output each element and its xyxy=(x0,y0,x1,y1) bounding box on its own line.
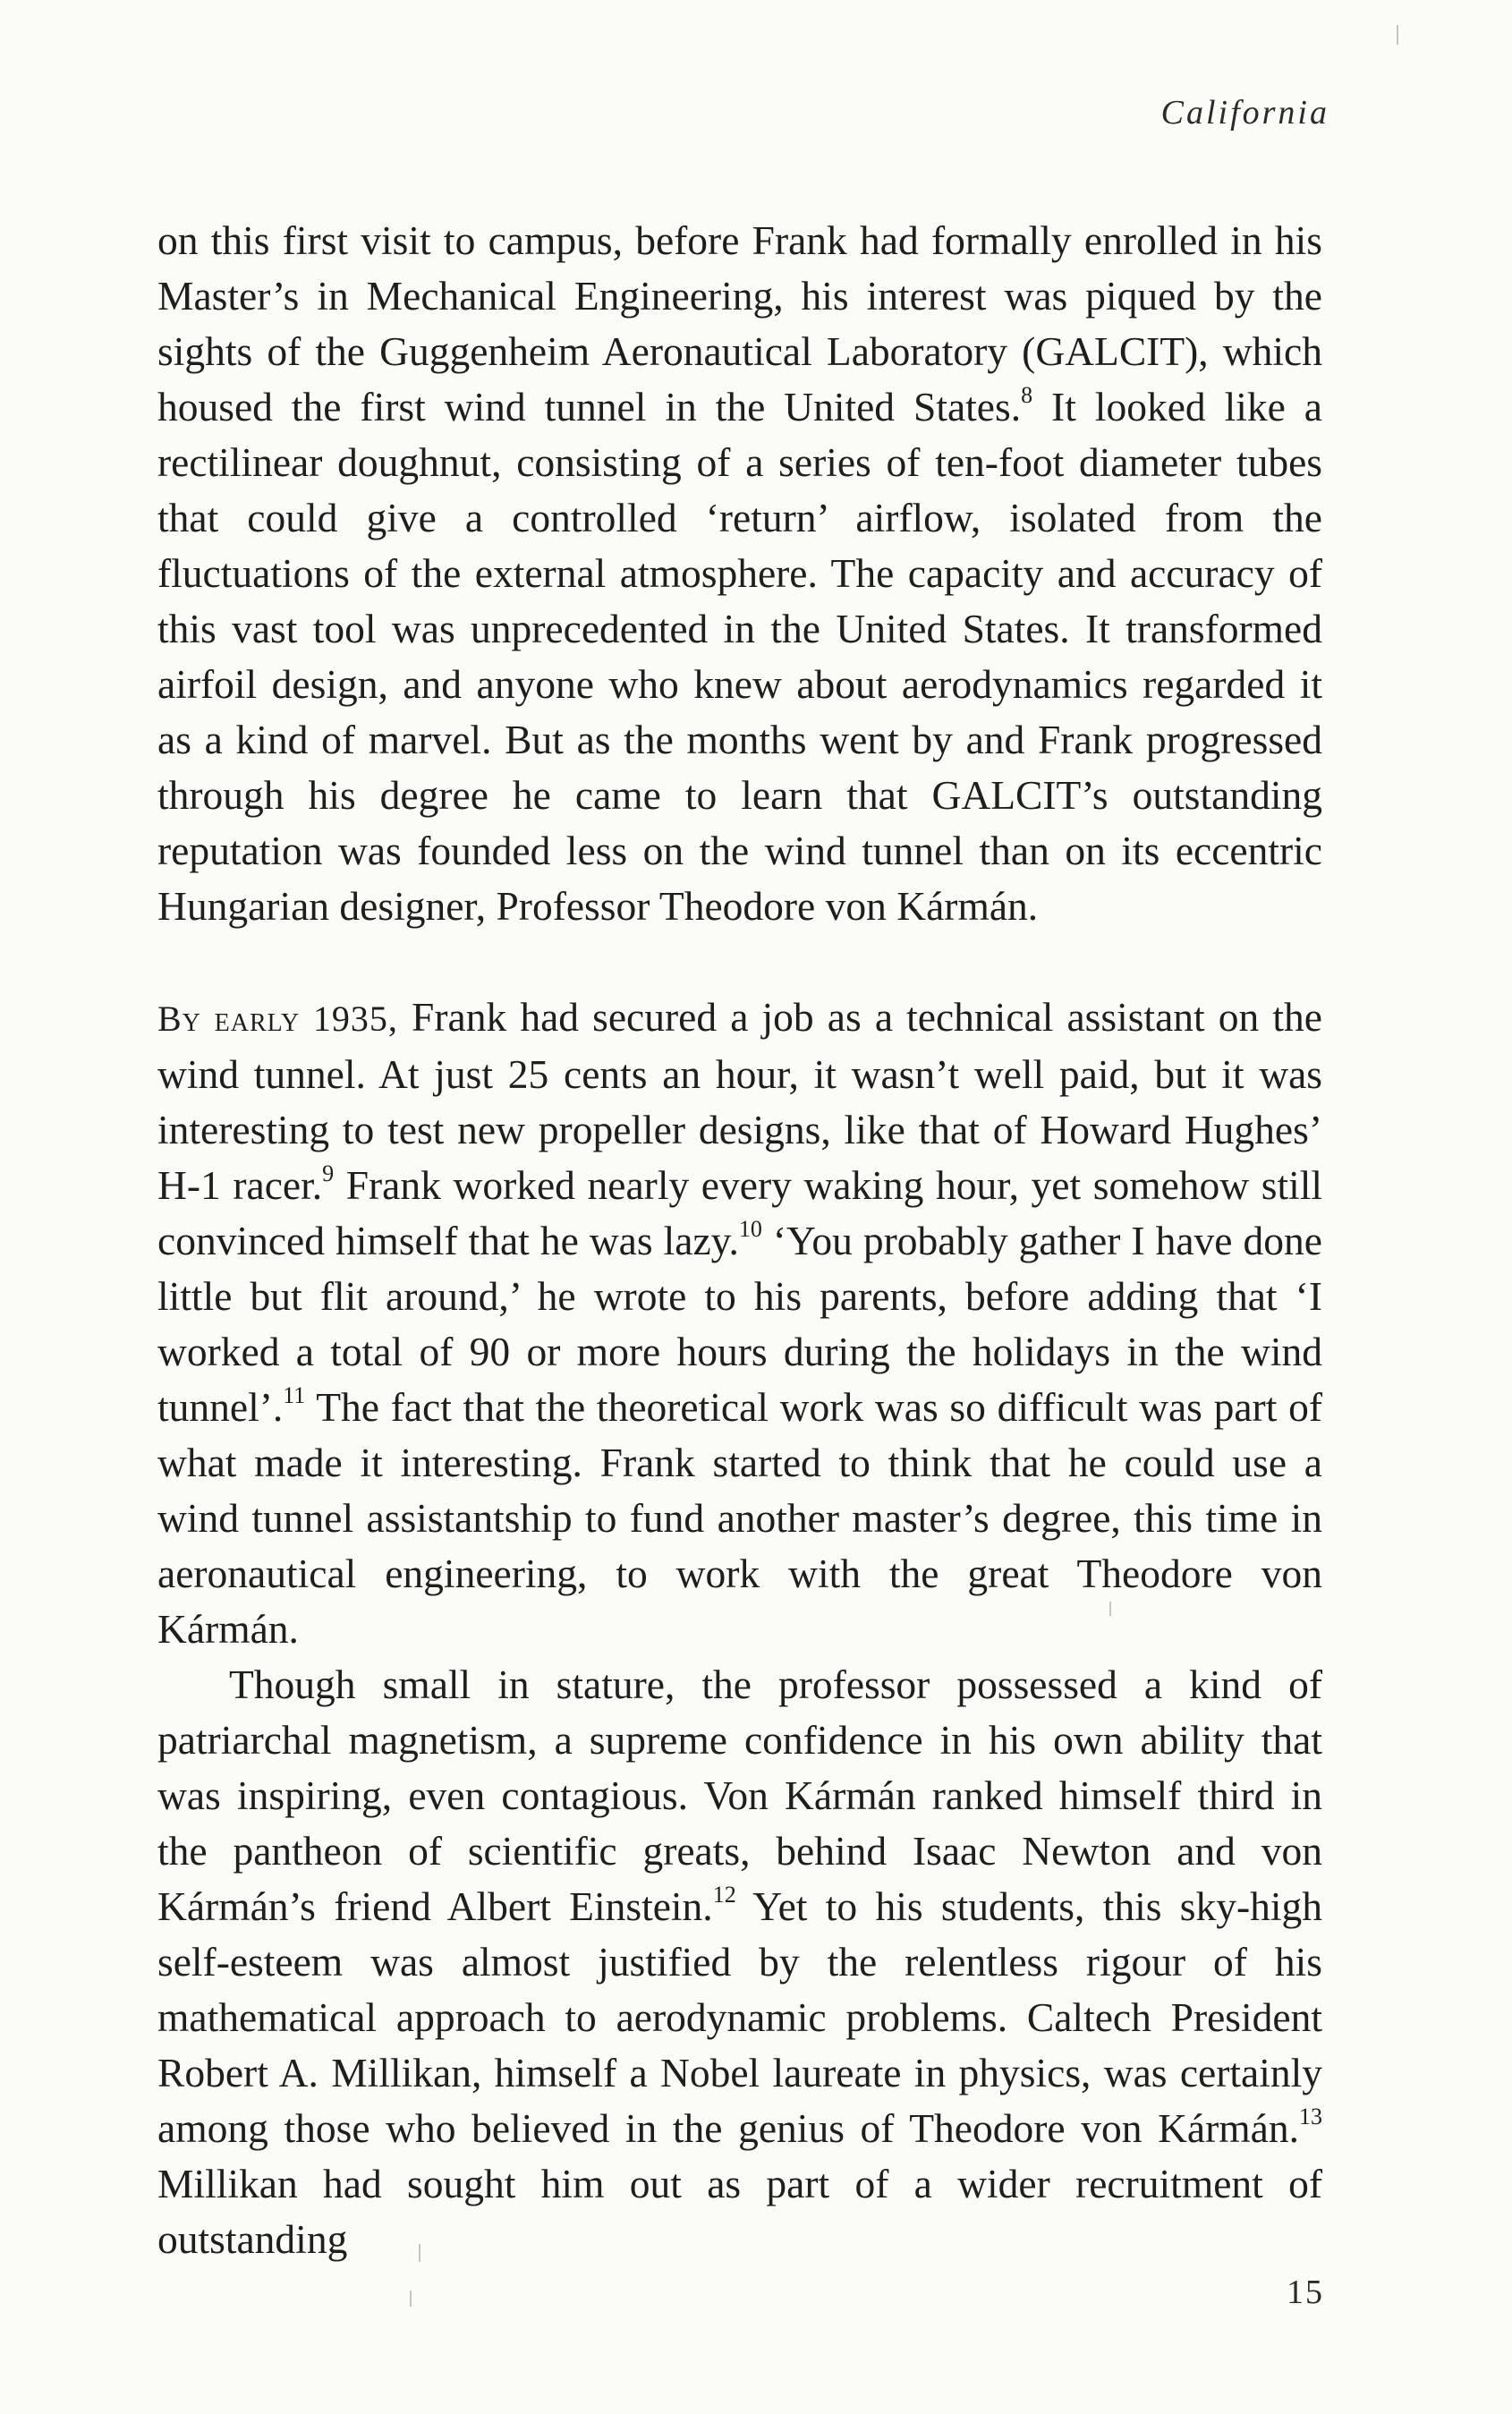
text-run: The fact that the theoretical work was so difficult was part of what made it interesting. Frank started to think that he could use a wind tunnel assistantship to fund another master’s degree, this time in aeronautical engineering, to work with the great Theodore von Kármán. xyxy=(157,1384,1322,1652)
footnote-ref: 10 xyxy=(738,1216,762,1242)
scan-mark xyxy=(1397,25,1398,45)
scan-mark xyxy=(419,2244,420,2262)
text-run: Frank worked nearly every waking hour, yet somehow still convinced himself that he was lazy. xyxy=(157,1162,1323,1263)
text-run: Though small in stature, the professor possessed a kind of patriarchal magnetism, a supreme confidence in his own ability that was inspiring, even contagious. Von Kármán ranked himself third in the pantheon of scientific greats, behind Isaac Newton and von Kármán’s friend Albert Einstein. xyxy=(157,1662,1322,1929)
footnote-ref: 11 xyxy=(283,1382,306,1408)
paragraph-section-start xyxy=(157,990,1322,1657)
text-run: It looked like a rectilinear doughnut, consisting of a series of ten-foot diameter tubes that could give a controlled ‘return’ airflow, isolated from the fluctuations of the external atmosphere. The capacity and accuracy of this vast tool was unprecedented in the United States. It transformed airfoil design, and anyone who knew about aerodynamics regarded it as a kind of marvel. But as the months went by and Frank progressed through his degree he came to learn that GALCIT’s outstanding reputation was founded less on the wind tunnel than on its eccentric Hungarian designer, Professor Theodore von Kármán. xyxy=(157,384,1322,929)
page-number: 15 xyxy=(1287,2274,1324,2311)
section-opening-smallcaps: By early 1935, xyxy=(157,999,398,1039)
scan-mark xyxy=(1109,1602,1111,1616)
paragraph xyxy=(157,1657,1322,2267)
paragraph xyxy=(157,213,1322,934)
text-run: Yet to his students, this sky-high self-esteem was almost justified by the relentless rigour of his mathematical approach to aerodynamic problems. Caltech President Robert A. Millikan, himself a Nobel laureate in physics, was certainly among those who believed in the genius of Theodore von Kármán. xyxy=(157,1883,1322,2151)
footnote-ref: 12 xyxy=(712,1882,736,1908)
text-run: Millikan had sought him out as part of a wider recruitment of outstanding xyxy=(157,2161,1322,2262)
text-run: Frank had secured a job as a technical assistant on the wind tunnel. At just 25 cents an hour, it wasn’t well paid, but it was interesting to test new propeller designs, like that of Howard Hughes’ H-1 racer. xyxy=(157,994,1322,1208)
text-run: ‘You probably gather I have done little but flit around,’ he wrote to his parents, before adding that ‘I worked a total of 90 or more hours during the holidays in the wind tunnel’. xyxy=(157,1218,1322,1430)
body-text xyxy=(157,213,1322,2267)
footnote-ref: 9 xyxy=(322,1160,335,1186)
text-run: on this first visit to campus, before Frank had formally enrolled in his Master’s in Mechanical Engineering, his interest was piqued by the sights of the Guggenheim Aeronautical Laboratory (GALCIT), which housed the first wind tunnel in the United States. xyxy=(157,217,1322,429)
scan-mark xyxy=(410,2291,412,2307)
footnote-ref: 8 xyxy=(1021,382,1033,408)
footnote-ref: 13 xyxy=(1299,2104,1322,2129)
running-head: California xyxy=(1160,94,1329,132)
